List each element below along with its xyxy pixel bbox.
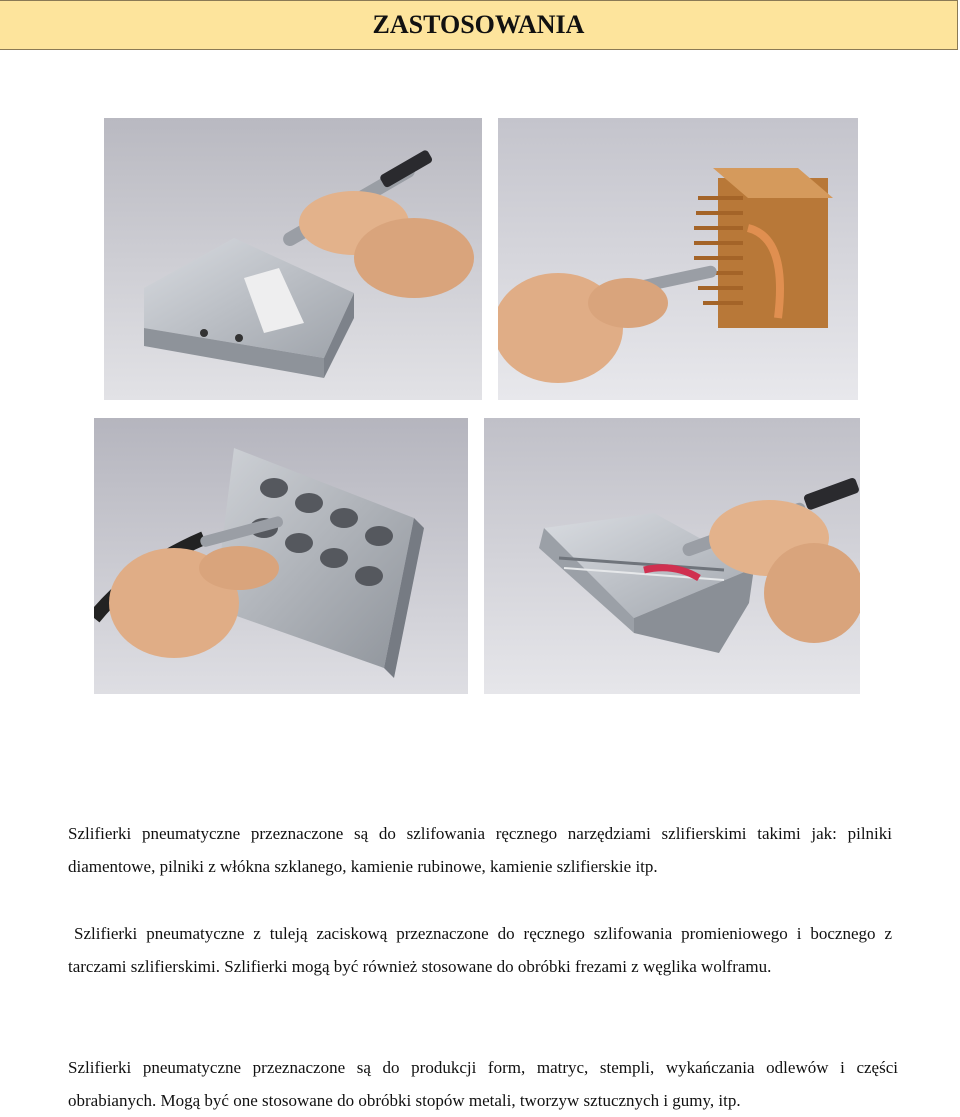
paragraph-applications: Szlifierki pneumatyczne przeznaczone są do produkcji form, matryc, stempli, wykańczania odlewów i części obrabianych. Mogą być one stosowane do obróbki stopów metali, tworzyw sztucznych i gumy, itp. (68, 1058, 898, 1110)
photo-mold-plate-grinding (94, 418, 468, 694)
heat-sink-illustration (498, 118, 858, 400)
mold-block-illustration (104, 118, 482, 400)
photo-heat-sink-deburring (498, 118, 858, 400)
page-title: ZASTOSOWANIA (372, 10, 585, 39)
die-block-illustration (484, 418, 860, 694)
paragraph-tools: Szlifierki pneumatyczne przeznaczone są do szlifowania ręcznego narzędziami szlifierskimi takimi jak: pilniki diamentowe, pilniki z włókna szklanego, kamienie rubinowe, kamienie szlifierskie itp. (68, 824, 892, 876)
photo-die-channel-polishing (484, 418, 860, 694)
mold-plate-illustration (94, 418, 468, 694)
title-bar (0, 0, 958, 50)
photo-mold-block-polishing (104, 118, 482, 400)
paragraph-collet-grinders: Szlifierki pneumatyczne z tuleją zaciskową przeznaczone do ręcznego szlifowania promieniowego i bocznego z tarczami szlifierskimi. Szlifierki mogą być również stosowane do obróbki frezami z węglika wolframu. (68, 924, 892, 976)
